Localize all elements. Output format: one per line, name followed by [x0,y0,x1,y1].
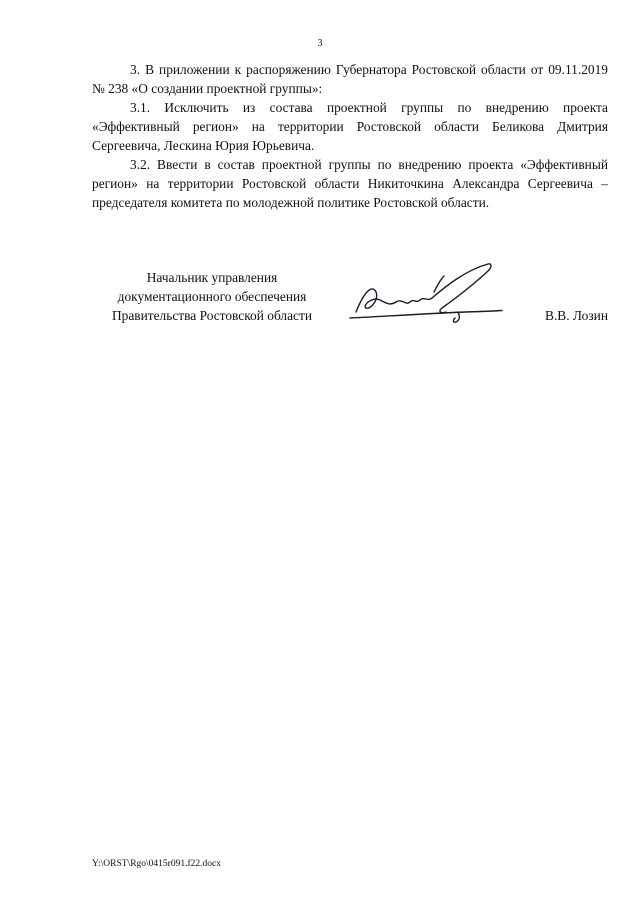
signatory-title-line: Правительства Ростовской области [111,308,313,323]
paragraph-3-1: 3.1. Исключить из состава проектной группы по внедрению проекта «Эффективный регион» на территории Ростовской области Беликова Дмитрия Сергеевича, Лескина Юрия Юрьевича. [92,100,608,153]
signature-block [92,268,608,338]
paragraph-3: 3. В приложении к распоряжению Губернатора Ростовской области от 09.11.2019 № 238 «О создании проектной группы»: [92,62,608,96]
paragraph-3-2: 3.2. Ввести в состав проектной группы по внедрению проекта «Эффективный регион» на территории Ростовской области Никиточкина Александра Сергеевича – председателя комитета по молодежной политике Ростовской области. [92,157,608,210]
signatory-name: В.В. Лозин [545,308,608,323]
handwritten-signature [346,262,506,334]
signatory-title [92,268,332,325]
file-path: Y:\ORST\Rgo\0415r091.f22.docx [92,859,221,869]
body-text [92,60,608,212]
signatory-title-line: документационного обеспечения [117,289,307,304]
page-number: 3 [317,38,323,49]
signatory-title-line: Начальник управления [146,270,278,285]
